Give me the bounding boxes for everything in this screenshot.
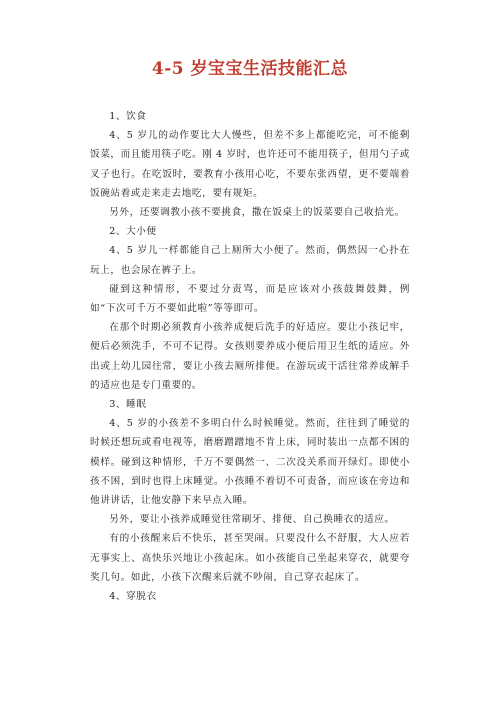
section-heading-diet: 1、饮食 <box>109 111 147 122</box>
document-title: 4-5 岁宝宝生活技能汇总 <box>151 59 349 79</box>
paragraph: 另外，要让小孩养成睡觉往常刷牙、排便、自己换睡衣的适应。 <box>109 514 395 526</box>
paragraph: 在那个时期必须教育小孩养成便后洗手的好适应。要让小孩记牢，便后必须洗手，不可不记得。女孩则要养成小便后用卫生纸的适应。外出或上幼儿园往常，要让小孩去厕所排便。在游玩或干活往常养成解手的适应也是专门重要的。 <box>90 322 410 391</box>
paragraph: 碰到这种情形，不要过分责骂，而是应该对小孩鼓舞鼓舞，例如“下次可千万不要如此啦”等等即可。 <box>90 283 410 315</box>
section-heading-toilet: 2、大小便 <box>109 226 157 238</box>
paragraph: 有的小孩醒来后不快乐，甚至哭闹。只要没什么不舒服，大人应若无事实上、高快乐兴地让小孩起床。如小孩能自己坐起来穿衣，就要夸奖几句。如此，小孩下次醒来后就不吵闹，自己穿衣起床了。 <box>90 533 410 583</box>
section-heading-sleep: 3、睡眠 <box>109 399 147 411</box>
paragraph: 4、5 岁儿一样都能自己上厕所大小便了。然而，偶然因一心扑在玩上，也会尿在裤子上。 <box>90 245 410 276</box>
section-heading-dressing: 4、穿脱衣 <box>109 591 157 603</box>
paragraph: 4、5 岁儿的动作要比大人慢些，但差不多上都能吃完，可不能剩饭菜，而且能用筷子吃。刚 4 岁时，也许还可不能用筷子，但用勺子或叉子也行。在吃饭时，要教育小孩用心吃，不要东张西望，更不要端着饭碗站着或走来走去地吃，要有规矩。 <box>90 130 410 199</box>
paragraph: 另外，还要调教小孩不要挑食，撒在饭桌上的饭菜要自己收拾光。 <box>109 207 405 219</box>
paragraph: 4、5 岁的小孩差不多明白什么时候睡觉。然而，往往到了睡觉的时候还想玩或看电视等，磨磨蹭蹭地不肯上床，同时装出一点都不困的模样。碰到这种情形，千万不要偶然一、二次没关系而开绿灯。即使小孩不困，到时也得上床睡觉。小孩睡不着切不可责备，而应该在旁边和他讲讲话，让他安静下来早点入睡。 <box>90 418 410 507</box>
document-body <box>90 107 410 606</box>
